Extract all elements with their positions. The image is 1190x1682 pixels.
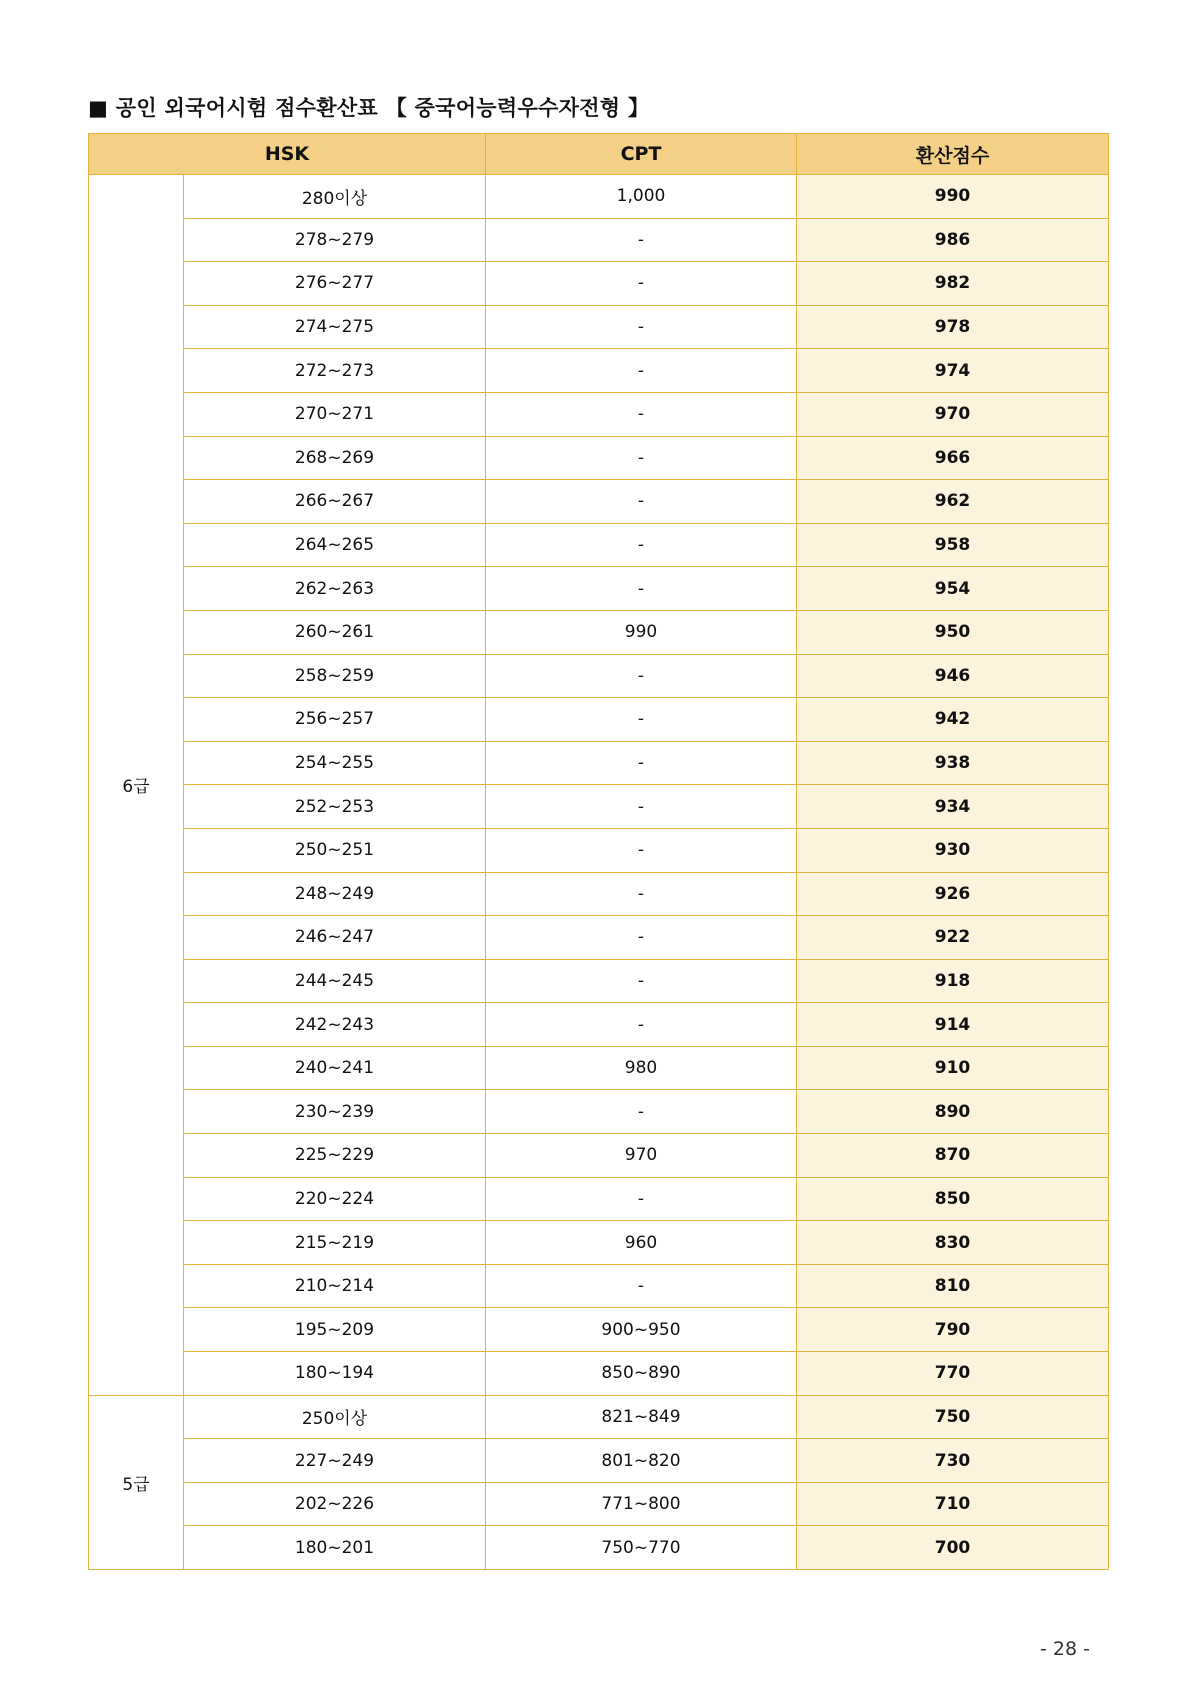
table-row <box>89 1526 1109 1570</box>
grade-cell: 6급 <box>89 175 184 1396</box>
converted-score-cell: 730 <box>797 1439 1109 1483</box>
hsk-cell: 280이상 <box>184 175 486 219</box>
converted-score-cell: 982 <box>797 262 1109 306</box>
converted-score-cell: 770 <box>797 1352 1109 1396</box>
cpt-cell: - <box>486 741 797 785</box>
page-title: ■ 공인 외국어시험 점수환산표 【 중국어능력우수자전형 】 <box>88 96 650 120</box>
converted-score-cell: 750 <box>797 1395 1109 1439</box>
table-row <box>89 610 1109 654</box>
hsk-cell: 272~273 <box>184 349 486 393</box>
table-row <box>89 175 1109 219</box>
cpt-cell: - <box>486 1177 797 1221</box>
cpt-cell: - <box>486 436 797 480</box>
table-row <box>89 1177 1109 1221</box>
table-row <box>89 1482 1109 1526</box>
cpt-cell: - <box>486 654 797 698</box>
table-row <box>89 741 1109 785</box>
cpt-cell: 771~800 <box>486 1482 797 1526</box>
converted-score-cell: 700 <box>797 1526 1109 1570</box>
hsk-cell: 254~255 <box>184 741 486 785</box>
header-cpt: CPT <box>486 134 797 175</box>
cpt-cell: - <box>486 262 797 306</box>
cpt-cell: - <box>486 1003 797 1047</box>
table-row <box>89 1352 1109 1396</box>
converted-score-cell: 870 <box>797 1134 1109 1178</box>
converted-score-cell: 790 <box>797 1308 1109 1352</box>
table-row <box>89 872 1109 916</box>
table-row <box>89 916 1109 960</box>
converted-score-cell: 938 <box>797 741 1109 785</box>
cpt-cell: 821~849 <box>486 1395 797 1439</box>
cpt-cell: - <box>486 785 797 829</box>
cpt-cell: - <box>486 1090 797 1134</box>
converted-score-cell: 962 <box>797 480 1109 524</box>
table-row <box>89 785 1109 829</box>
table-row <box>89 1395 1109 1439</box>
table-row <box>89 305 1109 349</box>
header-converted-score: 환산점수 <box>797 134 1109 175</box>
table-row <box>89 1439 1109 1483</box>
table-row <box>89 392 1109 436</box>
hsk-cell: 256~257 <box>184 698 486 742</box>
converted-score-cell: 926 <box>797 872 1109 916</box>
hsk-cell: 248~249 <box>184 872 486 916</box>
converted-score-cell: 958 <box>797 523 1109 567</box>
converted-score-cell: 810 <box>797 1264 1109 1308</box>
table-row <box>89 567 1109 611</box>
hsk-cell: 264~265 <box>184 523 486 567</box>
score-conversion-table <box>88 133 1109 1570</box>
table-row <box>89 959 1109 1003</box>
cpt-cell: 801~820 <box>486 1439 797 1483</box>
converted-score-cell: 978 <box>797 305 1109 349</box>
table-row <box>89 698 1109 742</box>
header-hsk: HSK <box>89 134 486 175</box>
table-row <box>89 1046 1109 1090</box>
hsk-cell: 180~194 <box>184 1352 486 1396</box>
hsk-cell: 276~277 <box>184 262 486 306</box>
converted-score-cell: 946 <box>797 654 1109 698</box>
table-row <box>89 1134 1109 1178</box>
hsk-cell: 220~224 <box>184 1177 486 1221</box>
hsk-cell: 246~247 <box>184 916 486 960</box>
cpt-cell: 750~770 <box>486 1526 797 1570</box>
converted-score-cell: 966 <box>797 436 1109 480</box>
table-row <box>89 1264 1109 1308</box>
page-number: - 28 - <box>1040 1638 1090 1660</box>
converted-score-cell: 934 <box>797 785 1109 829</box>
cpt-cell: 900~950 <box>486 1308 797 1352</box>
cpt-cell: 990 <box>486 610 797 654</box>
table-row <box>89 262 1109 306</box>
converted-score-cell: 890 <box>797 1090 1109 1134</box>
hsk-cell: 180~201 <box>184 1526 486 1570</box>
cpt-cell: - <box>486 480 797 524</box>
cpt-cell: - <box>486 567 797 611</box>
converted-score-cell: 710 <box>797 1482 1109 1526</box>
hsk-cell: 242~243 <box>184 1003 486 1047</box>
hsk-cell: 266~267 <box>184 480 486 524</box>
table-row <box>89 1090 1109 1134</box>
cpt-cell: - <box>486 349 797 393</box>
hsk-cell: 227~249 <box>184 1439 486 1483</box>
converted-score-cell: 986 <box>797 218 1109 262</box>
cpt-cell: - <box>486 305 797 349</box>
table-row <box>89 523 1109 567</box>
cpt-cell: 850~890 <box>486 1352 797 1396</box>
hsk-cell: 210~214 <box>184 1264 486 1308</box>
table-row <box>89 1221 1109 1265</box>
converted-score-cell: 930 <box>797 828 1109 872</box>
converted-score-cell: 954 <box>797 567 1109 611</box>
hsk-cell: 260~261 <box>184 610 486 654</box>
cpt-cell: 970 <box>486 1134 797 1178</box>
cpt-cell: - <box>486 523 797 567</box>
cpt-cell: - <box>486 392 797 436</box>
table-row <box>89 436 1109 480</box>
hsk-cell: 225~229 <box>184 1134 486 1178</box>
hsk-cell: 250이상 <box>184 1395 486 1439</box>
cpt-cell: - <box>486 1264 797 1308</box>
converted-score-cell: 918 <box>797 959 1109 1003</box>
table-header-row <box>89 134 1109 175</box>
hsk-cell: 250~251 <box>184 828 486 872</box>
table-row <box>89 218 1109 262</box>
converted-score-cell: 950 <box>797 610 1109 654</box>
table-row <box>89 828 1109 872</box>
cpt-cell: - <box>486 959 797 1003</box>
cpt-cell: 960 <box>486 1221 797 1265</box>
converted-score-cell: 970 <box>797 392 1109 436</box>
hsk-cell: 244~245 <box>184 959 486 1003</box>
hsk-cell: 230~239 <box>184 1090 486 1134</box>
cpt-cell: - <box>486 828 797 872</box>
hsk-cell: 202~226 <box>184 1482 486 1526</box>
converted-score-cell: 850 <box>797 1177 1109 1221</box>
converted-score-cell: 990 <box>797 175 1109 219</box>
table-body <box>89 175 1109 1570</box>
hsk-cell: 258~259 <box>184 654 486 698</box>
hsk-cell: 195~209 <box>184 1308 486 1352</box>
converted-score-cell: 922 <box>797 916 1109 960</box>
table-row <box>89 1003 1109 1047</box>
hsk-cell: 278~279 <box>184 218 486 262</box>
grade-cell: 5급 <box>89 1395 184 1569</box>
cpt-cell: - <box>486 698 797 742</box>
hsk-cell: 274~275 <box>184 305 486 349</box>
hsk-cell: 240~241 <box>184 1046 486 1090</box>
cpt-cell: 1,000 <box>486 175 797 219</box>
converted-score-cell: 974 <box>797 349 1109 393</box>
cpt-cell: - <box>486 218 797 262</box>
table-row <box>89 480 1109 524</box>
converted-score-cell: 910 <box>797 1046 1109 1090</box>
hsk-cell: 215~219 <box>184 1221 486 1265</box>
table-row <box>89 1308 1109 1352</box>
converted-score-cell: 830 <box>797 1221 1109 1265</box>
hsk-cell: 268~269 <box>184 436 486 480</box>
hsk-cell: 270~271 <box>184 392 486 436</box>
cpt-cell: - <box>486 872 797 916</box>
converted-score-cell: 942 <box>797 698 1109 742</box>
hsk-cell: 252~253 <box>184 785 486 829</box>
hsk-cell: 262~263 <box>184 567 486 611</box>
table-row <box>89 349 1109 393</box>
converted-score-cell: 914 <box>797 1003 1109 1047</box>
table-row <box>89 654 1109 698</box>
cpt-cell: 980 <box>486 1046 797 1090</box>
cpt-cell: - <box>486 916 797 960</box>
